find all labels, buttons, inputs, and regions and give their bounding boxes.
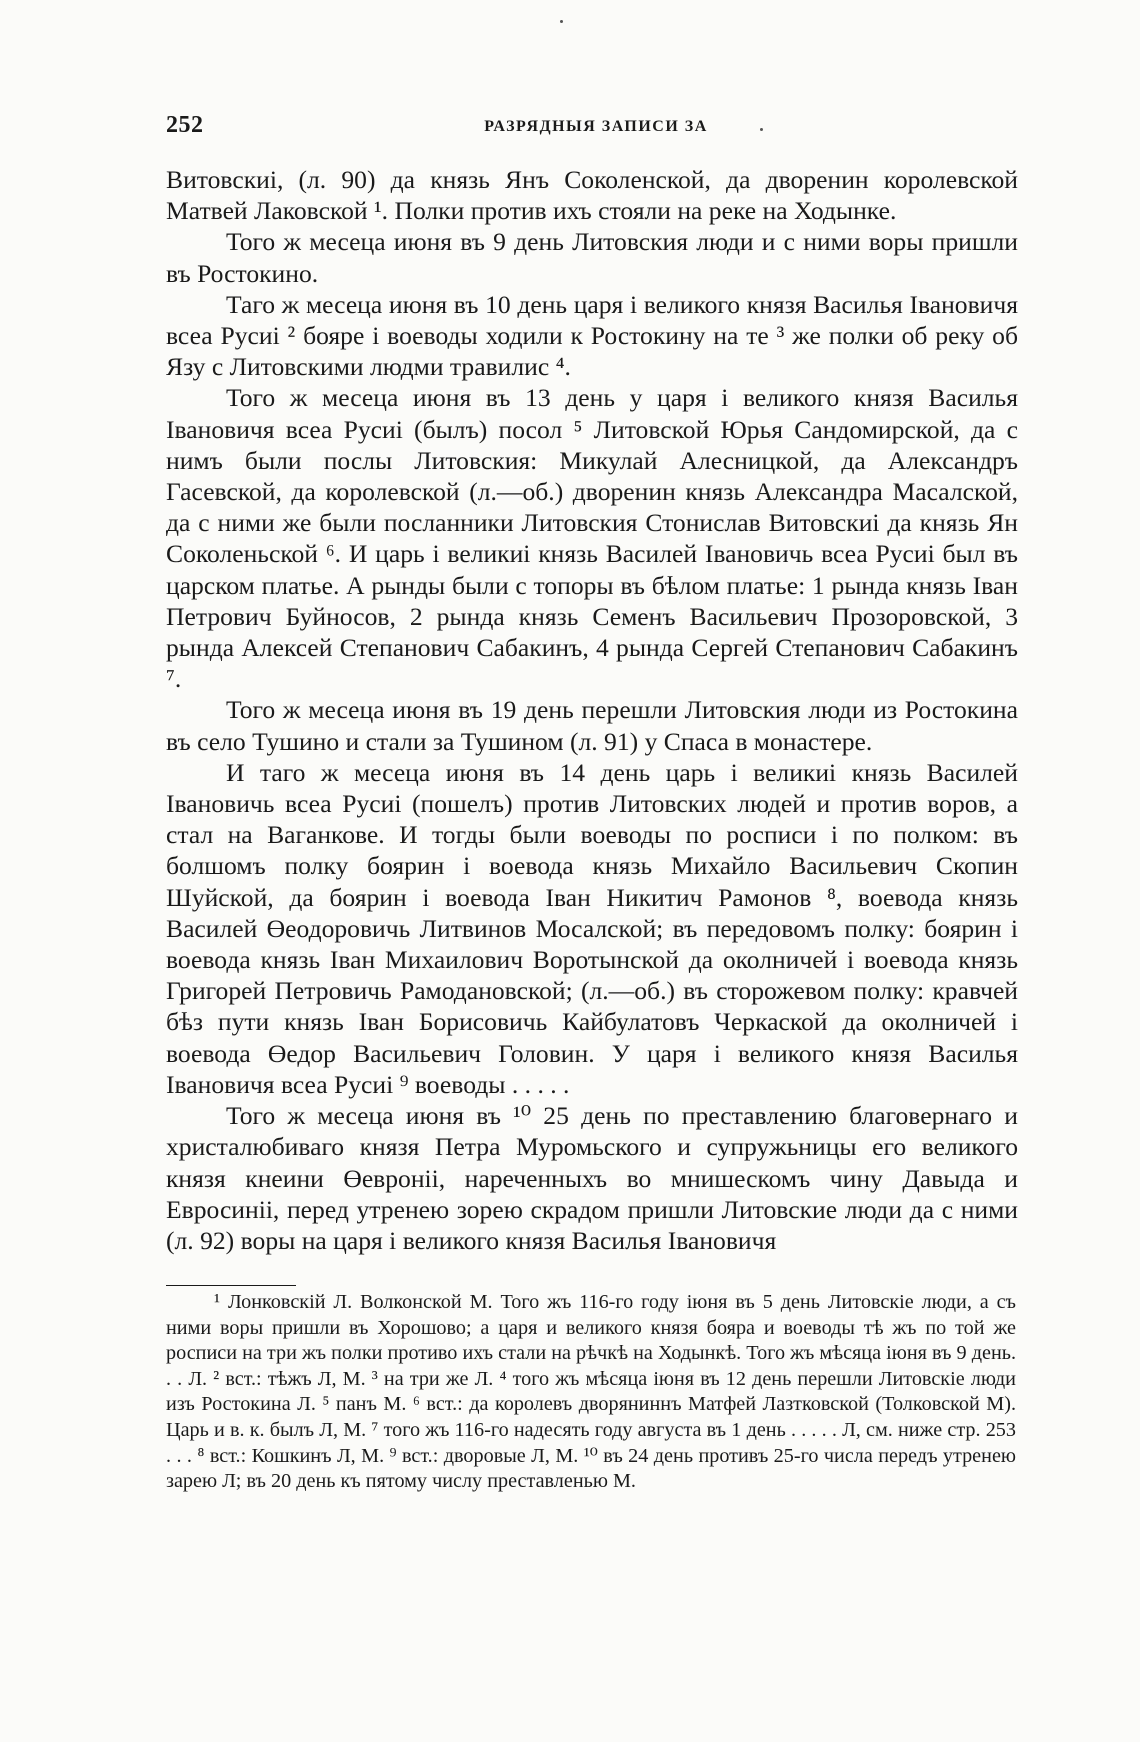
paragraph: И таго ж месеца июня въ 14 день царь і великиі князь Василей Івановичь всеа Русиі (пошелъ) против Литовских людей и против воров, а стал на Ваганкове. И тогды были воеводы по росписи і по полком: въ болшомъ полку боярин і воевода князь Михайло Васильевич Скопин Шуйской, да боярин і воевода Іван Никитич Рамонов ⁸, воевода князь Василей Өеодоровичь Литвинов Мосалской; въ передовомъ полку: боярин і воевода князь Іван Михаилович Воротынской да околничей і воевода князь Григорей Петровичь Рамодановской; (л.—об.) въ сторожевом полку: кравчей бѣз пути князь Іван Борисовичь Кайбулатовъ Черкаской да околничей і воевода Өедор Васильевич Головин. У царя і великого князя Василья Івановичя всеа Русиі ⁹ воеводы . . . . . — [166, 757, 1018, 1099]
page-number: 252 — [166, 112, 204, 138]
paragraph: Таго ж месеца июня въ 10 день царя і великого князя Василья Івановичя всеа Русиі ² бояре і воеводы ходили к Ростокину на те ³ же полки об реку об Язу с Литовскими людми травилис ⁴. — [166, 289, 1018, 382]
footnote-text: ¹ Лонковскій Л. Волконской М. Того жъ 116-го году іюня въ 5 день Литовскіе люди, а съ ними воры пришли въ Хорошово; а царя и великого князя бояра и воеводы тѣ жъ по той же росписи на три жъ полки противо ихъ стали на рѣчкѣ на Ходынкѣ. Того жъ мѣсяца іюня въ 9 день. . . Л. ² вст.: тѣжъ Л, М. ³ на три же Л. ⁴ того жъ мѣсяца іюня въ 12 день перешли Литовскіе люди изъ Ростокина Л. ⁵ панъ М. ⁶ вст.: да королевъ дворяниннъ Матфей Лазтковской (Толковской М). Царь и в. к. былъ Л, М. ⁷ того жъ 116-го надесять году августа въ 1 день . . . . . Л, см. ниже стр. 253 . . . ⁸ вст.: Кошкинъ Л, М. ⁹ вст.: дворовые Л, М. ¹⁰ въ 24 день противъ 25-го числа передъ утренею зарею Л; въ 20 день къ пятому числу преставленью М. — [166, 1291, 1016, 1493]
scan-speck — [560, 20, 563, 23]
footnotes — [166, 1290, 1016, 1495]
main-text — [166, 164, 1018, 1256]
footnote-divider — [166, 1285, 296, 1286]
running-title: РАЗРЯДНЫЯ ЗАПИСИ ЗА — [484, 118, 708, 135]
page-header — [166, 112, 1026, 142]
paragraph: Витовскиі, (л. 90) да князь Янъ Соколенской, да дворенин королевской Матвей Лаковской ¹. Полки против ихъ стояли на реке на Ходынке. — [166, 165, 1018, 226]
paragraph: Того ж месеца июня въ 9 день Литовския люди и с ними воры пришли въ Ростокино. — [166, 227, 1018, 288]
paragraph: Того ж месеца июня въ 13 день у царя і великого князя Василья Івановичя всеа Русиі (былъ) посол ⁵ Литовской Юрья Сандомирской, да с нимъ были послы Литовския: Микулай Алесницкой, да Александръ Гасевской, да королевской (л.—об.) дворенин князь Александра Масалской, да с ними же были посланники Литовския Стонислав Витовскиі да князь Ян Соколеньской ⁶. И царь і великиі князь Василей Івановичь всеа Русиі был въ царском платье. А рынды были с топоры въ бѣлом платье: 1 рында князь Іван Петрович Буйносов, 2 рында князь Семенъ Васильевич Прозоровской, 3 рында Алексей Степанович Сабакинъ, 4 рында Сергей Степанович Сабакинъ ⁷. — [166, 383, 1018, 694]
paragraph: Того ж месеца июня въ 19 день перешли Литовския люди из Ростокина въ село Тушино и стали за Тушином (л. 91) у Спаса в монастере. — [166, 695, 1018, 756]
paragraph: Того ж месеца июня въ ¹⁰ 25 день по преставлению благовернаго и христалюбиваго князя Петра Муромьского и супружьницы его великого князя кнеини Өевроніі, нареченныхъ во мнишескомъ чину Давыда и Евросиніі, перед утренею зорею скрадом пришли Литовские люди да с ними (л. 92) воры на царя і великого князя Василья Івановичя — [166, 1101, 1018, 1255]
